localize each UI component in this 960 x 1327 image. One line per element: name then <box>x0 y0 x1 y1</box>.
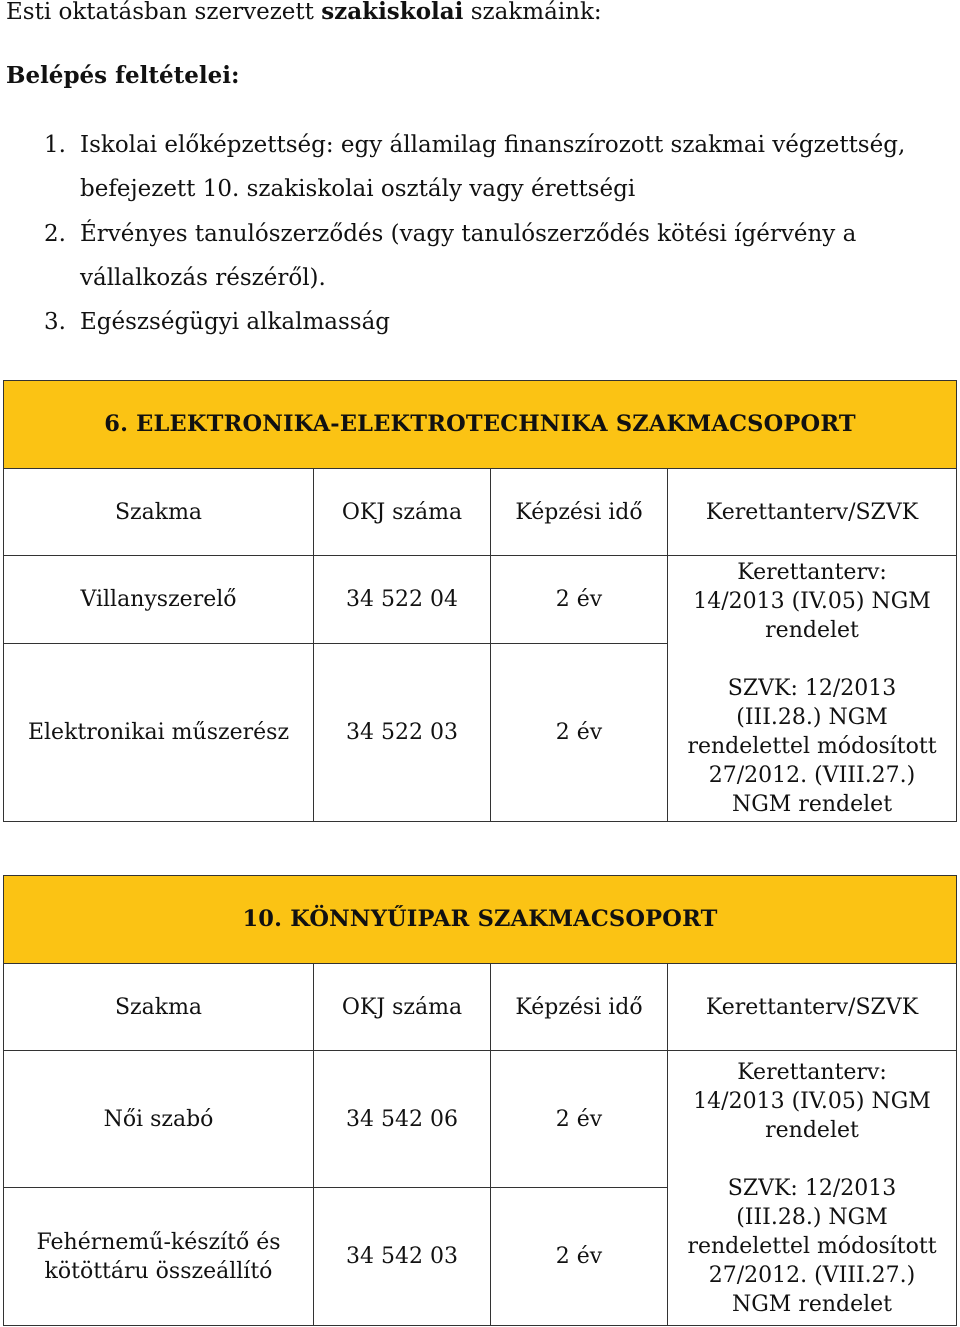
kt-line: 14/2013 (IV.05) NGM <box>693 589 931 614</box>
condition-text: befejezett 10. szakiskolai osztály vagy érettségi <box>80 176 636 202</box>
szakmacsoport-table-10 <box>3 875 957 1326</box>
column-header-kerettanterv: Kerettanterv/SZVK <box>668 469 957 556</box>
szakma-cell: Villanyszerelő <box>4 556 314 644</box>
column-header-kepzesi-ido: Képzési idő <box>491 469 668 556</box>
kt-line: NGM rendelet <box>731 792 893 817</box>
column-header-kerettanterv: Kerettanterv/SZVK <box>668 964 957 1051</box>
condition-text: vállalkozás részéről). <box>80 265 326 291</box>
kt-line: rendelet <box>765 1117 859 1143</box>
condition-text: Iskolai előképzettség: egy államilag finanszírozott szakmai végzettség, <box>80 132 906 158</box>
kepzesi-ido-cell: 2 év <box>491 644 668 822</box>
column-header-szakma: Szakma <box>4 964 314 1051</box>
group-title: 6. ELEKTRONIKA-ELEKTROTECHNIKA SZAKMACSOPORT <box>4 381 957 469</box>
column-header-okj: OKJ száma <box>314 964 491 1051</box>
okj-cell: 34 542 06 <box>314 1051 491 1188</box>
table-row <box>4 556 957 644</box>
group-title: 10. KÖNNYŰIPAR SZAKMACSOPORT <box>4 876 957 964</box>
szakma-line: kötöttáru összeállító <box>44 1258 273 1284</box>
condition-number: 2. <box>44 221 66 247</box>
table-row <box>4 1051 957 1188</box>
condition-text: Egészségügyi alkalmasság <box>80 309 391 335</box>
szakmacsoport-table-6 <box>3 380 957 822</box>
kt-spacer <box>672 645 952 674</box>
entry-conditions-heading: Belépés feltételei: <box>6 62 240 89</box>
column-header-okj: OKJ száma <box>314 469 491 556</box>
kt-line: Kerettanterv: <box>737 560 887 585</box>
kt-line: 27/2012. (VIII.27.) <box>708 763 916 788</box>
kt-line: SZVK: 12/2013 <box>727 676 897 701</box>
okj-cell: 34 522 04 <box>314 556 491 644</box>
condition-number: 1. <box>44 132 66 158</box>
kt-line: rendelet <box>765 618 859 643</box>
szakma-cell: Elektronikai műszerész <box>4 644 314 822</box>
column-header-szakma: Szakma <box>4 469 314 556</box>
condition-text: Érvényes tanulószerződés (vagy tanulószerződés kötési ígérvény a <box>80 221 857 247</box>
kerettanterv-cell <box>668 556 957 822</box>
kepzesi-ido-cell: 2 év <box>491 1188 668 1326</box>
kt-line: SZVK: 12/2013 <box>727 1175 897 1201</box>
kepzesi-ido-cell: 2 év <box>491 556 668 644</box>
kt-line: (III.28.) NGM <box>736 1204 888 1230</box>
szakma-line: Fehérnemű-készítő és <box>36 1229 281 1255</box>
kt-line: Kerettanterv: <box>737 1059 887 1085</box>
column-header-kepzesi-ido: Képzési idő <box>491 964 668 1051</box>
okj-cell: 34 542 03 <box>314 1188 491 1326</box>
kt-line: NGM rendelet <box>731 1291 893 1317</box>
kt-line: 27/2012. (VIII.27.) <box>708 1262 916 1288</box>
kt-line: rendelettel módosított <box>687 734 937 759</box>
kt-spacer <box>672 1145 952 1174</box>
kerettanterv-cell <box>668 1051 957 1326</box>
condition-number: 3. <box>44 309 66 335</box>
kt-line: rendelettel módosított <box>687 1233 937 1259</box>
intro-line: Esti oktatásban szervezett szakiskolai szakmáink: <box>6 0 602 25</box>
szakma-cell <box>4 1188 314 1326</box>
szakma-cell: Női szabó <box>4 1051 314 1188</box>
kt-line: 14/2013 (IV.05) NGM <box>693 1088 931 1114</box>
kt-line: (III.28.) NGM <box>736 705 888 730</box>
okj-cell: 34 522 03 <box>314 644 491 822</box>
kepzesi-ido-cell: 2 év <box>491 1051 668 1188</box>
